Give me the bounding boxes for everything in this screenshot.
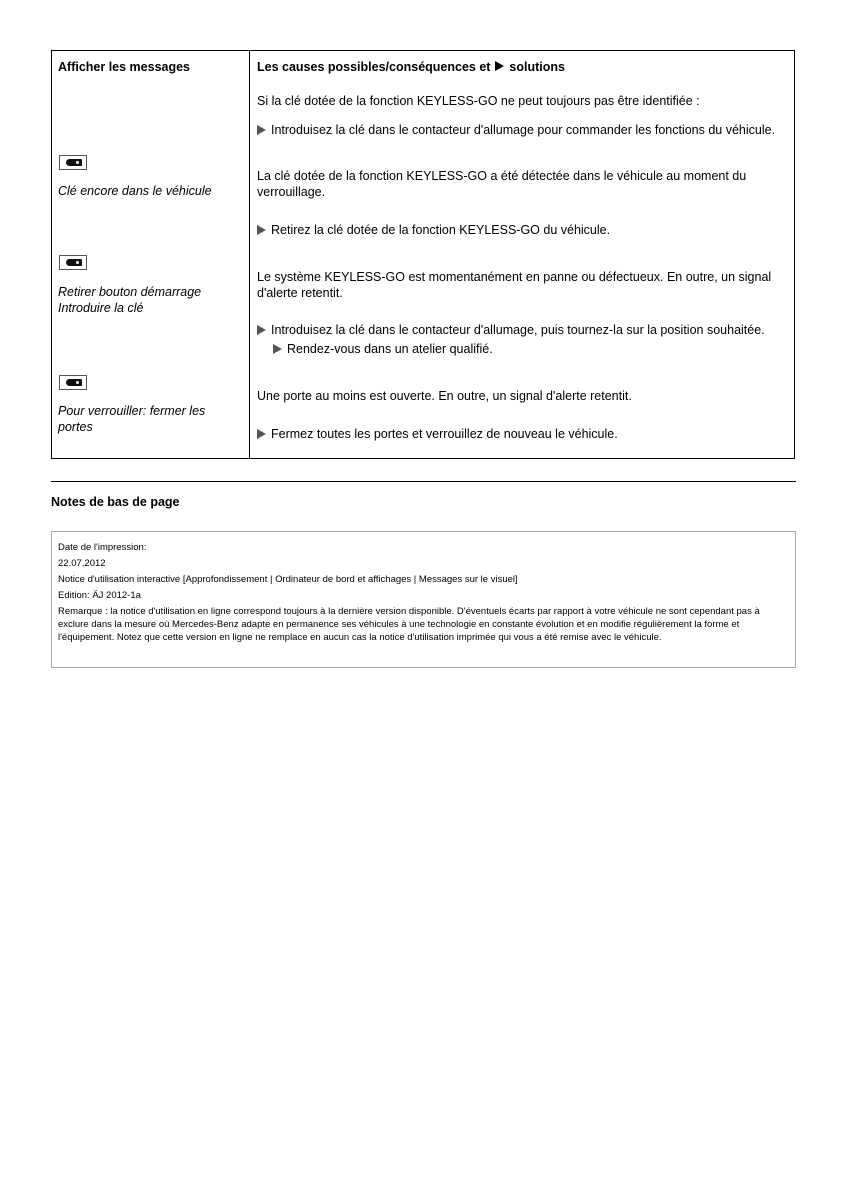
message-key-in-vehicle: Clé encore dans le véhicule <box>58 184 212 198</box>
cause-system-fault: Le système KEYLESS-GO est momentanément en panne ou défectueux. En outre, un signal d'alerte retentit. <box>257 270 772 300</box>
cause-key-detected: La clé dotée de la fonction KEYLESS-GO a été détectée dans le véhicule au moment du verrouillage. <box>257 169 747 199</box>
sub-action-workshop <box>273 341 773 357</box>
sub-action-workshop-text: Rendez-vous dans un atelier qualifié. <box>287 342 493 356</box>
print-info-box <box>51 531 796 668</box>
bullet-arrow-icon <box>273 344 282 354</box>
intro-action-text: Introduisez la clé dans le contacteur d'allumage pour commander les fonctions du véhicule. <box>271 123 776 137</box>
bullet-arrow-icon <box>257 225 266 235</box>
play-arrow-icon <box>495 61 504 71</box>
header-causes-text: Les causes possibles/conséquences et <box>257 60 491 74</box>
header-solutions-text: solutions <box>509 60 565 74</box>
message-insert-key: Introduire la clé <box>58 301 144 315</box>
message-remove-start-button: Retirer bouton démarrage <box>58 285 202 299</box>
manual-reference: Notice d'utilisation interactive [Approfondissement | Ordinateur de bord et affichages | Messages sur le visuel] <box>58 574 518 585</box>
footer-divider <box>51 481 796 482</box>
print-date: 22.07.2012 <box>58 558 106 569</box>
intro-text: Si la clé dotée de la fonction KEYLESS-GO ne peut toujours pas être identifiée : <box>257 94 700 108</box>
action-insert-turn-key-text: Introduisez la clé dans le contacteur d'allumage, puis tournez-la sur la position souhaitée. <box>271 323 765 337</box>
action-remove-key-text: Retirez la clé dotée de la fonction KEYLESS-GO du véhicule. <box>271 223 611 237</box>
action-close-doors <box>257 426 787 442</box>
intro-action <box>257 122 791 138</box>
bullet-arrow-icon <box>257 429 266 439</box>
header-display-messages: Afficher les messages <box>58 60 191 74</box>
key-icon <box>59 375 87 390</box>
action-remove-key <box>257 222 787 238</box>
print-date-label: Date de l'impression: <box>58 542 147 553</box>
message-table <box>51 50 795 459</box>
bullet-arrow-icon <box>257 125 266 135</box>
footnotes-title: Notes de bas de page <box>51 495 180 509</box>
remark: Remarque : la notice d'utilisation en ligne correspond toujours à la dernière version disponible. D'éventuels écarts par rapport à votre véhicule ne sont cependant pas à exclure dans la mesure où Mercedes-Benz adapte en permanence ses véhicules à une technologie en constante évolution et en modifie régulièrement la forme et l'équipement. Notez que cette version en ligne ne remplace en aucun cas la notice d'utilisation imprimée qui vous a été remise avec le véhicule. <box>58 606 760 643</box>
bullet-arrow-icon <box>257 325 266 335</box>
column-divider <box>249 51 250 458</box>
key-icon <box>59 255 87 270</box>
message-close-doors: Pour verrouiller: fermer les portes <box>58 404 206 434</box>
action-close-doors-text: Fermez toutes les portes et verrouillez de nouveau le véhicule. <box>271 427 618 441</box>
cause-door-open: Une porte au moins est ouverte. En outre, un signal d'alerte retentit. <box>257 389 632 403</box>
key-icon <box>59 155 87 170</box>
edition: Edition: ÄJ 2012-1a <box>58 590 141 601</box>
header-causes-solutions <box>257 59 565 75</box>
action-insert-turn-key <box>257 322 791 338</box>
